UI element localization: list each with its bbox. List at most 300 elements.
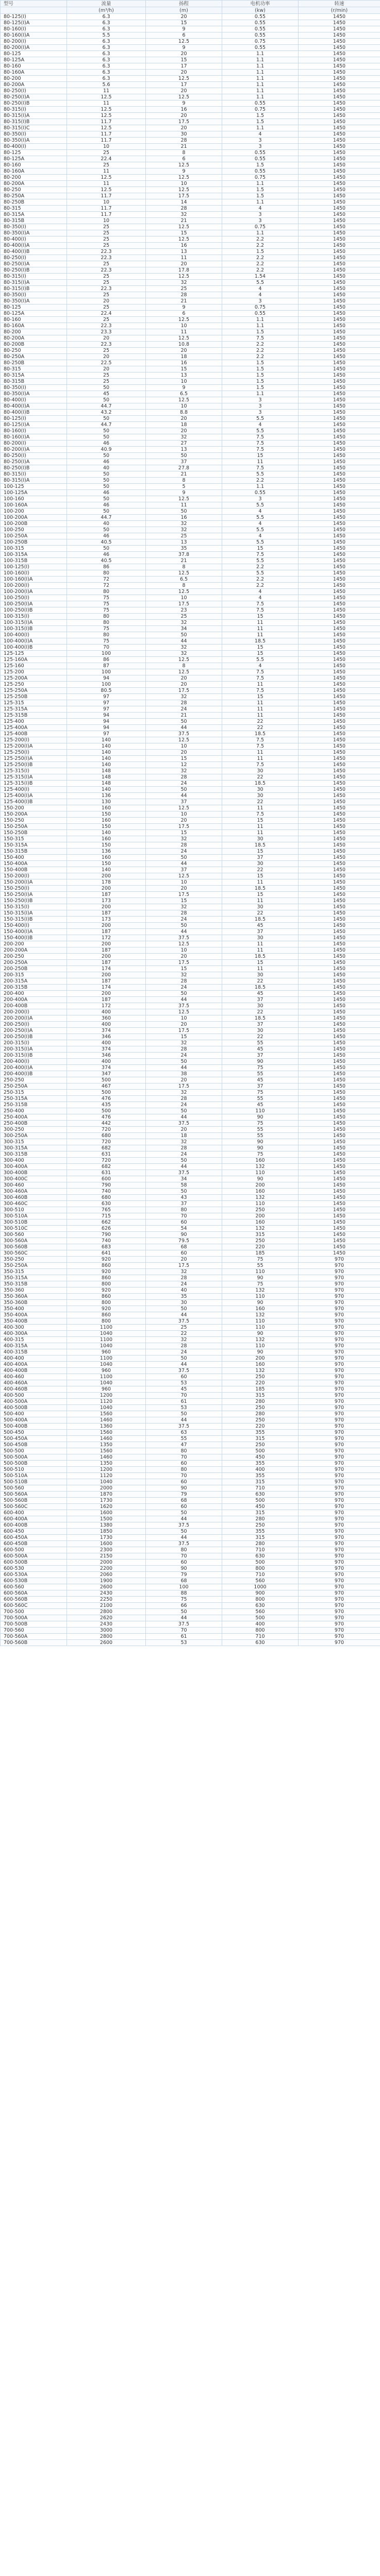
cell-power: 11 <box>222 805 299 811</box>
cell-power: 18.5 <box>222 1015 299 1022</box>
cell-speed: 1450 <box>299 1182 380 1189</box>
cell-model: 80-315B <box>1 379 67 385</box>
table-row <box>1 1504 380 1510</box>
cell-model: 150-250A <box>1 824 67 830</box>
cell-power: 22 <box>222 799 299 805</box>
cell-model: 100-200B <box>1 521 67 527</box>
cell-model: 80-350(I) <box>1 385 67 391</box>
cell-speed: 1450 <box>299 156 380 162</box>
cell-speed: 970 <box>299 1380 380 1386</box>
cell-speed: 1450 <box>299 144 380 150</box>
table-row <box>1 805 380 811</box>
cell-power: 0.75 <box>222 175 299 181</box>
cell-speed: 1450 <box>299 873 380 879</box>
cell-speed: 1450 <box>299 199 380 206</box>
cell-head: 6 <box>146 156 222 162</box>
cell-flow: 46 <box>67 459 146 465</box>
cell-flow: 6.3 <box>67 14 146 20</box>
cell-speed: 1450 <box>299 583 380 589</box>
cell-flow: 140 <box>67 737 146 743</box>
cell-model: 80-400(I)A <box>1 403 67 410</box>
cell-power: 200 <box>222 1355 299 1362</box>
cell-power: 0.55 <box>222 26 299 32</box>
cell-head: 17.5 <box>146 688 222 694</box>
cell-model: 200-250B <box>1 966 67 972</box>
cell-head: 24 <box>146 1053 222 1059</box>
cell-power: 2.2 <box>222 348 299 354</box>
cell-model: 125-315A <box>1 706 67 713</box>
cell-speed: 1450 <box>299 1244 380 1250</box>
cell-head: 58 <box>146 1182 222 1189</box>
cell-speed: 1450 <box>299 768 380 774</box>
cell-head: 16 <box>146 360 222 366</box>
cell-head: 10 <box>146 379 222 385</box>
cell-power: 3 <box>222 138 299 144</box>
cell-head: 34 <box>146 626 222 632</box>
cell-flow: 40.5 <box>67 558 146 564</box>
cell-flow: 46 <box>67 490 146 496</box>
cell-speed: 1450 <box>299 478 380 484</box>
cell-flow: 11.7 <box>67 206 146 212</box>
table-row <box>1 651 380 657</box>
cell-model: 200-315B <box>1 985 67 991</box>
cell-speed: 1450 <box>299 978 380 985</box>
cell-power: 22 <box>222 1034 299 1040</box>
cell-head: 17.5 <box>146 193 222 199</box>
cell-speed: 1450 <box>299 552 380 558</box>
table-row <box>1 626 380 632</box>
cell-speed: 1450 <box>299 762 380 768</box>
cell-flow: 800 <box>67 1281 146 1287</box>
cell-flow: 94 <box>67 675 146 682</box>
cell-speed: 1450 <box>299 453 380 459</box>
cell-head: 9 <box>146 26 222 32</box>
table-row <box>1 317 380 323</box>
cell-speed: 1450 <box>299 1015 380 1022</box>
cell-model: 80-160 <box>1 162 67 168</box>
header-speed: 转速 <box>299 1 380 7</box>
cell-flow: 1200 <box>67 1467 146 1473</box>
cell-head: 21 <box>146 218 222 224</box>
cell-head: 20 <box>146 416 222 422</box>
cell-speed: 970 <box>299 1566 380 1572</box>
cell-flow: 94 <box>67 713 146 719</box>
cell-head: 28 <box>146 842 222 849</box>
cell-model: 80-160A <box>1 323 67 329</box>
cell-speed: 1450 <box>299 1009 380 1015</box>
cell-speed: 970 <box>299 1504 380 1510</box>
cell-model: 100-315B <box>1 558 67 564</box>
table-row <box>1 731 380 737</box>
cell-power: 30 <box>222 972 299 978</box>
cell-flow: 720 <box>67 1127 146 1133</box>
cell-head: 13 <box>146 447 222 453</box>
cell-speed: 970 <box>299 1578 380 1584</box>
table-row <box>1 614 380 620</box>
cell-model: 600-500A <box>1 1553 67 1560</box>
cell-flow: 25 <box>67 379 146 385</box>
table-row <box>1 354 380 360</box>
table-row <box>1 954 380 960</box>
table-row <box>1 1516 380 1522</box>
cell-model: 100-200(I) <box>1 583 67 589</box>
cell-flow: 20 <box>67 354 146 360</box>
cell-head: 50 <box>146 1158 222 1164</box>
cell-speed: 1450 <box>299 1151 380 1158</box>
table-row <box>1 70 380 76</box>
cell-power: 560 <box>222 1609 299 1615</box>
cell-speed: 1450 <box>299 224 380 230</box>
table-row <box>1 144 380 150</box>
cell-flow: 22.4 <box>67 311 146 317</box>
cell-speed: 1450 <box>299 1213 380 1219</box>
cell-speed: 1450 <box>299 774 380 781</box>
cell-head: 90 <box>146 1566 222 1572</box>
cell-model: 200-400A <box>1 997 67 1003</box>
cell-head: 60 <box>146 1560 222 1566</box>
table-row <box>1 638 380 645</box>
cell-power: 11 <box>222 830 299 836</box>
cell-speed: 1450 <box>299 1139 380 1145</box>
cell-power: 37 <box>222 1053 299 1059</box>
cell-power: 30 <box>222 861 299 867</box>
table-row <box>1 1232 380 1238</box>
cell-model: 600-530A <box>1 1572 67 1578</box>
cell-flow: 11.7 <box>67 131 146 138</box>
table-row <box>1 292 380 298</box>
cell-head: 17.5 <box>146 960 222 966</box>
table-row <box>1 100 380 107</box>
cell-head: 12.5 <box>146 496 222 502</box>
cell-speed: 1450 <box>299 150 380 156</box>
cell-model: 500-510B <box>1 1479 67 1485</box>
cell-flow: 44.7 <box>67 422 146 428</box>
table-row <box>1 1597 380 1603</box>
cell-power: 0.55 <box>222 490 299 496</box>
cell-speed: 1450 <box>299 1250 380 1257</box>
cell-speed: 970 <box>299 1615 380 1621</box>
cell-power: 315 <box>222 1232 299 1238</box>
table-row <box>1 1485 380 1492</box>
cell-speed: 1450 <box>299 447 380 453</box>
cell-power: 75 <box>222 1065 299 1071</box>
table-row <box>1 935 380 941</box>
cell-model: 125-400A <box>1 725 67 731</box>
cell-model: 100-250A <box>1 533 67 539</box>
cell-power: 1.1 <box>222 63 299 70</box>
cell-model: 125-315 <box>1 700 67 706</box>
cell-speed: 1450 <box>299 465 380 471</box>
cell-power: 355 <box>222 1473 299 1479</box>
table-row <box>1 601 380 607</box>
cell-power: 0.55 <box>222 156 299 162</box>
cell-head: 24 <box>146 1102 222 1108</box>
cell-head: 37.5 <box>146 1423 222 1430</box>
cell-speed: 1450 <box>299 935 380 941</box>
cell-speed: 1450 <box>299 131 380 138</box>
cell-head: 28 <box>146 978 222 985</box>
table-row <box>1 206 380 212</box>
table-row <box>1 713 380 719</box>
cell-flow: 12.5 <box>67 187 146 193</box>
cell-flow: 75 <box>67 638 146 645</box>
cell-flow: 400 <box>67 1009 146 1015</box>
table-row <box>1 1430 380 1436</box>
cell-model: 700-500 <box>1 1609 67 1615</box>
cell-power: 132 <box>222 1195 299 1201</box>
cell-flow: 12.5 <box>67 175 146 181</box>
cell-speed: 1450 <box>299 1083 380 1090</box>
cell-speed: 1450 <box>299 675 380 682</box>
cell-flow: 75 <box>67 601 146 607</box>
cell-model: 200-400(I)A <box>1 1065 67 1071</box>
cell-power: 160 <box>222 1219 299 1226</box>
table-row <box>1 1009 380 1015</box>
cell-head: 50 <box>146 632 222 638</box>
cell-head: 44 <box>146 1417 222 1423</box>
cell-flow: 1040 <box>67 1405 146 1411</box>
cell-flow: 1200 <box>67 1393 146 1399</box>
cell-model: 100-200(I)A <box>1 589 67 595</box>
cell-head: 32 <box>146 651 222 657</box>
cell-flow: 1040 <box>67 1380 146 1386</box>
cell-model: 100-400(I)B <box>1 645 67 651</box>
cell-power: 75 <box>222 1151 299 1158</box>
cell-speed: 1450 <box>299 70 380 76</box>
cell-head: 66 <box>146 1603 222 1609</box>
cell-speed: 970 <box>299 1430 380 1436</box>
cell-speed: 1450 <box>299 218 380 224</box>
table-row <box>1 632 380 638</box>
cell-speed: 1450 <box>299 125 380 131</box>
cell-model: 80-125(I)A <box>1 20 67 26</box>
cell-speed: 1450 <box>299 490 380 496</box>
cell-speed: 1450 <box>299 45 380 51</box>
cell-power: 15 <box>222 546 299 552</box>
cell-model: 80-200 <box>1 329 67 335</box>
cell-head: 10 <box>146 743 222 750</box>
cell-model: 300-560 <box>1 1232 67 1238</box>
cell-head: 44 <box>146 1114 222 1121</box>
cell-speed: 970 <box>299 1355 380 1362</box>
cell-flow: 2000 <box>67 1485 146 1492</box>
table-row <box>1 1399 380 1405</box>
header-row <box>1 1 380 7</box>
cell-model: 400-500B <box>1 1405 67 1411</box>
cell-power: 11 <box>222 632 299 638</box>
table-row <box>1 663 380 669</box>
table-row <box>1 162 380 168</box>
cell-speed: 1450 <box>299 261 380 267</box>
cell-head: 20 <box>146 88 222 94</box>
table-header <box>1 1 380 14</box>
table-row <box>1 688 380 694</box>
cell-power: 132 <box>222 1164 299 1170</box>
table-row <box>1 762 380 768</box>
cell-power: 280 <box>222 1541 299 1547</box>
cell-model: 80-200(I)A <box>1 45 67 51</box>
cell-speed: 1450 <box>299 274 380 280</box>
cell-head: 61 <box>146 1634 222 1640</box>
cell-speed: 1450 <box>299 663 380 669</box>
cell-head: 44 <box>146 638 222 645</box>
cell-head: 11 <box>146 329 222 335</box>
cell-speed: 1450 <box>299 403 380 410</box>
cell-power: 22 <box>222 719 299 725</box>
cell-model: 350-360A <box>1 1294 67 1300</box>
cell-speed: 1450 <box>299 1176 380 1182</box>
cell-power: 4 <box>222 663 299 669</box>
table-row <box>1 972 380 978</box>
table-row <box>1 929 380 935</box>
cell-model: 350-360B <box>1 1300 67 1306</box>
cell-head: 20 <box>146 886 222 892</box>
cell-flow: 720 <box>67 1139 146 1145</box>
cell-power: 0.75 <box>222 304 299 311</box>
cell-speed: 1450 <box>299 632 380 638</box>
cell-flow: 46 <box>67 502 146 509</box>
cell-power: 200 <box>222 1182 299 1189</box>
header-flow: 流量 <box>67 1 146 7</box>
cell-power: 22 <box>222 725 299 731</box>
cell-speed: 1450 <box>299 434 380 440</box>
cell-model: 300-315B <box>1 1151 67 1158</box>
cell-model: 300-460A <box>1 1189 67 1195</box>
cell-flow: 80 <box>67 614 146 620</box>
cell-model: 125-400(I) <box>1 787 67 793</box>
cell-power: 110 <box>222 1294 299 1300</box>
table-row <box>1 1522 380 1529</box>
cell-flow: 740 <box>67 1189 146 1195</box>
table-row <box>1 1281 380 1287</box>
cell-flow: 6.3 <box>67 57 146 63</box>
table-row <box>1 119 380 125</box>
cell-model: 80-200 <box>1 76 67 82</box>
table-row <box>1 669 380 675</box>
table-row <box>1 447 380 453</box>
cell-power: 2.2 <box>222 255 299 261</box>
cell-head: 12.5 <box>146 317 222 323</box>
cell-model: 350-360 <box>1 1287 67 1294</box>
cell-flow: 40.9 <box>67 447 146 453</box>
cell-speed: 1450 <box>299 1232 380 1238</box>
cell-head: 12.5 <box>146 94 222 100</box>
table-row <box>1 496 380 502</box>
table-row <box>1 1114 380 1121</box>
cell-speed: 1450 <box>299 212 380 218</box>
cell-head: 12.5 <box>146 236 222 243</box>
header-power: 电机功率 <box>222 1 299 7</box>
cell-head: 40 <box>146 1287 222 1294</box>
cell-head: 50 <box>146 1306 222 1312</box>
cell-power: 4 <box>222 521 299 527</box>
cell-flow: 70 <box>67 645 146 651</box>
cell-flow: 2060 <box>67 1572 146 1578</box>
cell-flow: 75 <box>67 626 146 632</box>
table-row <box>1 1003 380 1009</box>
cell-head: 37.5 <box>146 1368 222 1374</box>
unit-head: (m) <box>146 7 222 14</box>
cell-flow: 150 <box>67 824 146 830</box>
cell-flow: 860 <box>67 1275 146 1281</box>
cell-model: 125-315B <box>1 713 67 719</box>
cell-power: 3 <box>222 298 299 304</box>
cell-model: 200-315 <box>1 972 67 978</box>
cell-model: 400-460B <box>1 1386 67 1393</box>
table-row <box>1 1201 380 1207</box>
cell-speed: 1450 <box>299 249 380 255</box>
cell-model: 80-125 <box>1 304 67 311</box>
table-row <box>1 212 380 218</box>
table-row <box>1 88 380 94</box>
cell-power: 110 <box>222 1108 299 1114</box>
table-row <box>1 45 380 51</box>
cell-power: 355 <box>222 1529 299 1535</box>
cell-speed: 970 <box>299 1393 380 1399</box>
cell-speed: 1450 <box>299 1028 380 1034</box>
cell-head: 44 <box>146 1164 222 1170</box>
cell-flow: 25 <box>67 372 146 379</box>
cell-power: 90 <box>222 1349 299 1355</box>
cell-head: 30 <box>146 131 222 138</box>
cell-speed: 970 <box>299 1362 380 1368</box>
cell-model: 200-250(I)A <box>1 1028 67 1034</box>
cell-speed: 970 <box>299 1417 380 1423</box>
table-row <box>1 1108 380 1114</box>
cell-speed: 1450 <box>299 342 380 348</box>
cell-power: 11 <box>222 713 299 719</box>
cell-flow: 11 <box>67 88 146 94</box>
cell-flow: 6.3 <box>67 26 146 32</box>
cell-head: 37.5 <box>146 935 222 941</box>
cell-model: 80-350(I) <box>1 224 67 230</box>
cell-flow: 97 <box>67 694 146 700</box>
cell-power: 55 <box>222 1263 299 1269</box>
table-row <box>1 781 380 787</box>
cell-model: 80-315 <box>1 206 67 212</box>
cell-speed: 1450 <box>299 997 380 1003</box>
cell-head: 43 <box>146 1195 222 1201</box>
table-row <box>1 533 380 539</box>
cell-head: 79 <box>146 1492 222 1498</box>
cell-head: 37.5 <box>146 1522 222 1529</box>
cell-model: 100-160A <box>1 502 67 509</box>
cell-head: 20 <box>146 1127 222 1133</box>
cell-flow: 1460 <box>67 1417 146 1423</box>
cell-flow: 174 <box>67 966 146 972</box>
cell-model: 600-450 <box>1 1529 67 1535</box>
cell-flow: 150 <box>67 842 146 849</box>
cell-power: 500 <box>222 1615 299 1621</box>
cell-flow: 960 <box>67 1368 146 1374</box>
cell-speed: 1450 <box>299 1114 380 1121</box>
cell-power: 220 <box>222 1380 299 1386</box>
cell-speed: 1450 <box>299 626 380 632</box>
cell-flow: 50 <box>67 453 146 459</box>
cell-model: 125-200 <box>1 669 67 675</box>
cell-model: 125-250(I)A <box>1 756 67 762</box>
cell-head: 9 <box>146 45 222 51</box>
cell-head: 20 <box>146 1257 222 1263</box>
cell-speed: 1450 <box>299 972 380 978</box>
cell-flow: 80 <box>67 632 146 638</box>
cell-head: 28 <box>146 1275 222 1281</box>
cell-model: 300-460 <box>1 1182 67 1189</box>
cell-speed: 1450 <box>299 589 380 595</box>
cell-flow: 187 <box>67 978 146 985</box>
cell-model: 300-560A <box>1 1238 67 1244</box>
cell-model: 200-200 <box>1 941 67 947</box>
